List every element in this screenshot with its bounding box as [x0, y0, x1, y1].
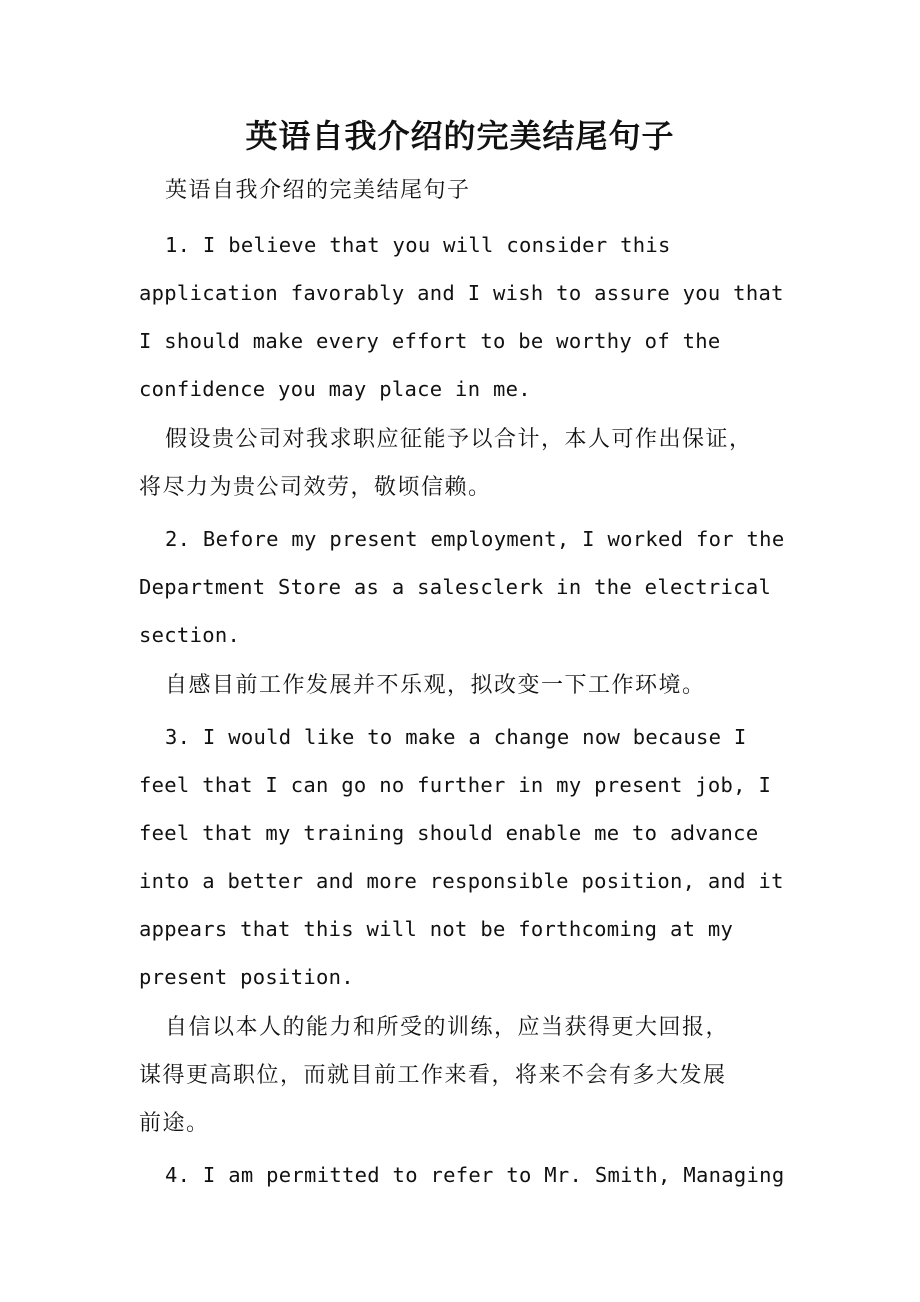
paragraph-line: into a better and more responsible position, and it: [139, 869, 784, 893]
paragraph-4-en: [139, 1151, 785, 1199]
paragraph-3-en: [139, 713, 784, 1001]
paragraph-line: present position.: [139, 965, 354, 989]
subtitle-line: 英语自我介绍的完美结尾句子: [165, 178, 471, 203]
paragraph-line: 1. I believe that you will consider this: [165, 233, 671, 257]
paragraph-line: 将尽力为贵公司效劳，敬顷信赖。: [139, 475, 492, 500]
paragraph-1-zh: [139, 416, 779, 512]
paragraph-line: section.: [139, 623, 241, 647]
document-title: 英语自我介绍的完美结尾句子: [245, 117, 675, 155]
paragraph-line: 谋得更高职位，而就目前工作来看，将来不会有多大发展: [139, 1063, 727, 1088]
paragraph-2-zh: [139, 662, 779, 710]
paragraph-3-zh: [139, 1004, 779, 1148]
paragraph-line: feel that my training should enable me to advance: [139, 821, 759, 845]
subtitle: [139, 167, 779, 215]
document-body: [139, 164, 785, 1199]
paragraph-1-en: [139, 221, 784, 413]
paragraph-line: 假设贵公司对我求职应征能予以合计，本人可作出保证，: [165, 427, 753, 452]
paragraph-line: 4. I am permitted to refer to Mr. Smith, Managing: [165, 1163, 785, 1187]
paragraph-line: feel that I can go no further in my present job, I: [139, 773, 772, 797]
paragraph-line: 前途。: [139, 1111, 210, 1136]
paragraph-line: 2. Before my present employment, I worked for the: [165, 527, 785, 551]
paragraph-line: Department Store as a salesclerk in the electrical: [139, 575, 772, 599]
paragraph-line: 自信以本人的能力和所受的训练，应当获得更大回报，: [165, 1015, 730, 1040]
paragraph-line: confidence you may place in me.: [139, 377, 531, 401]
paragraph-line: application favorably and I wish to assure you that: [139, 281, 784, 305]
paragraph-line: I should make every effort to be worthy of the: [139, 329, 721, 353]
paragraph-2-en: [139, 515, 785, 659]
paragraph-line: 自感目前工作发展并不乐观，拟改变一下工作环境。: [165, 673, 706, 698]
paragraph-line: 3. I would like to make a change now because I: [165, 725, 747, 749]
paragraph-line: appears that this will not be forthcoming at my: [139, 917, 734, 941]
